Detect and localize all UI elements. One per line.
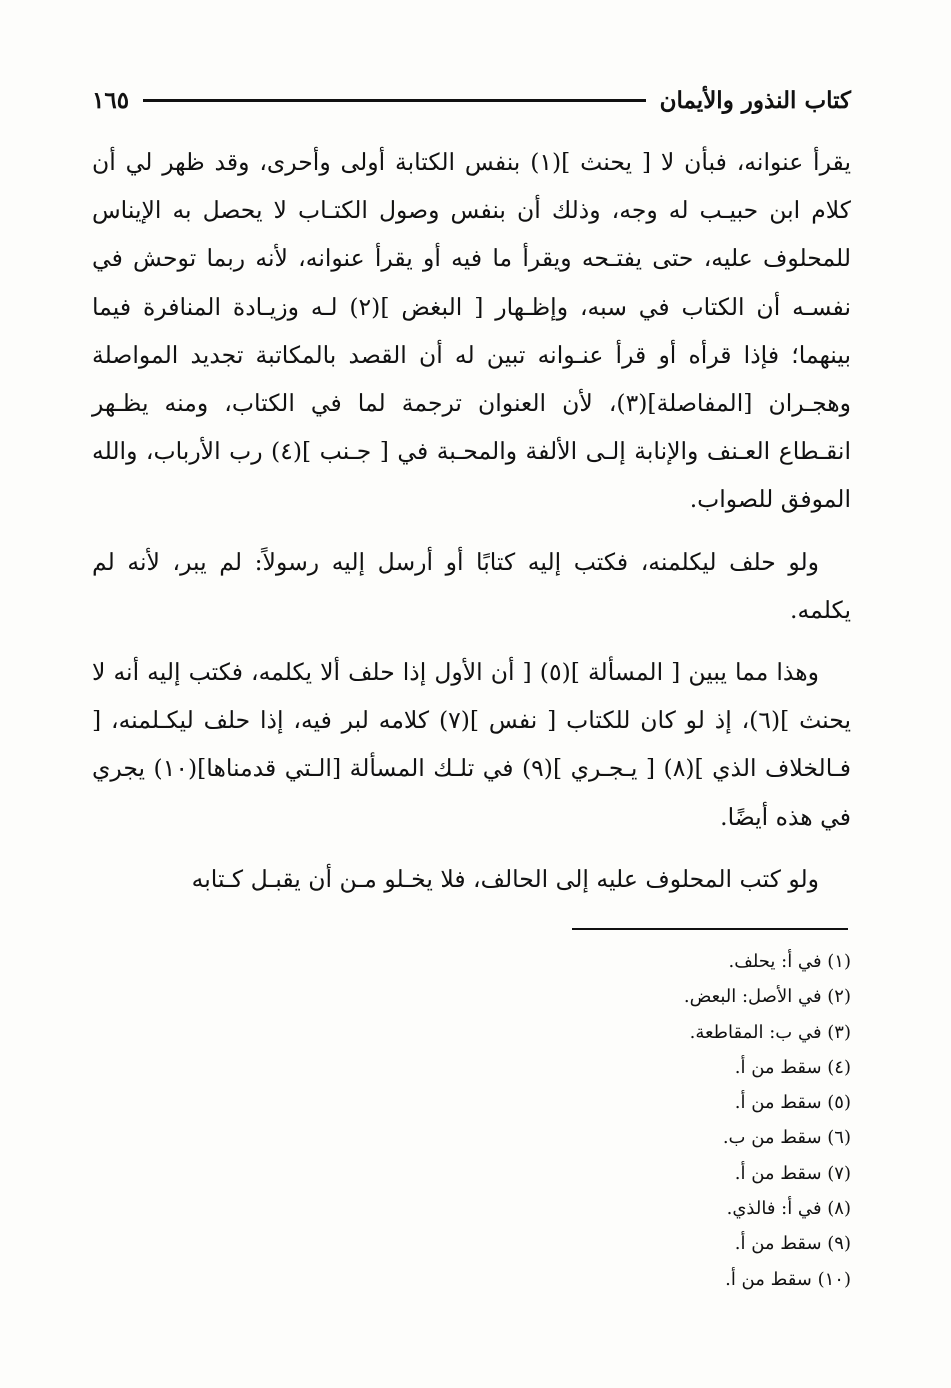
paragraph-3: وهذا مما يبين [ المسألة ](٥) [ أن الأول إذا حلف ألا يكلمه، فكتب إليه أنه لا يحنث ](٦)، إذ لو كان للكتاب [ نفس ](٧) كلامه لبر فيه، إذا حلف ليكـلمنه، [ فـالخلاف الذي ](٨) [ يـجـري ](٩) في تلـك المسألة [الـتي قدمناها](١٠) يجري في هذه أيضًا. <box>92 658 851 831</box>
paragraph-4: ولو كتب المحلوف عليه إلى الحالف، فلا يخـلو مـن أن يقبـل كـتابه <box>191 864 819 893</box>
header-rule <box>143 99 646 102</box>
footnote-6: (٦) سقط من ب. <box>722 1127 851 1149</box>
footnote-separator <box>572 928 848 930</box>
footnote-7: (٧) سقط من أ. <box>734 1162 851 1184</box>
footnote-3: (٣) في ب: المقاطعة. <box>689 1021 851 1043</box>
footnote-4: (٤) سقط من أ. <box>734 1056 851 1078</box>
footnotes <box>531 944 851 1297</box>
footnote-2: (٢) في الأصل: البعض. <box>683 986 851 1008</box>
footnote-9: (٩) سقط من أ. <box>734 1233 851 1255</box>
footnote-10: (١٠) سقط من أ. <box>725 1268 851 1290</box>
running-header <box>92 80 851 120</box>
paragraph-2: ولو حلف ليكلمنه، فكتب إليه كتابًا أو أرسل إليه رسولاً: لم يبر، لأنه لم يكلمه. <box>92 547 851 624</box>
footnote-5: (٥) سقط من أ. <box>734 1092 851 1114</box>
book-section-title: كتاب النذور والأيمان <box>659 86 851 114</box>
paragraph-1: يقرأ عنوانه، فبأن لا [ يحنث ](١) بنفس الكتابة أولى وأحرى، وقد ظهر لي أن كلام ابن حبيـب له وجه، وذلك أن بنفس وصول الكتـاب لا يحصل به الإيناس للمحلوف عليه، حتى يفتـحه ويقرأ ما فيه أو يقرأ عنوانه، لأنه ربما توحش في نفسـه أن الكتاب في سبه، وإظـهار [ البغض ](٢) لـه وزيـادة المنافرة فيما بينهما؛ فإذا قرأه أو قرأ عنـوانه تبين له أن القصد بالمكاتبة تجديد المواصلة وهجـران [المفاصلة](٣)، لأن العنوان ترجمة لما في الكتاب، ومنه يظـهر انقـطاع العـنف والإنابة إلـى الألفة والمحـبة في [ جـنب ](٤) رب الأرباب، والله الموفق للصواب. <box>92 148 851 514</box>
footnote-1: (١) في أ: يحلف. <box>728 951 851 972</box>
footnote-8: (٨) في أ: فالذي. <box>726 1198 851 1220</box>
main-text <box>92 138 851 903</box>
page-number: ١٦٥ <box>92 86 130 114</box>
